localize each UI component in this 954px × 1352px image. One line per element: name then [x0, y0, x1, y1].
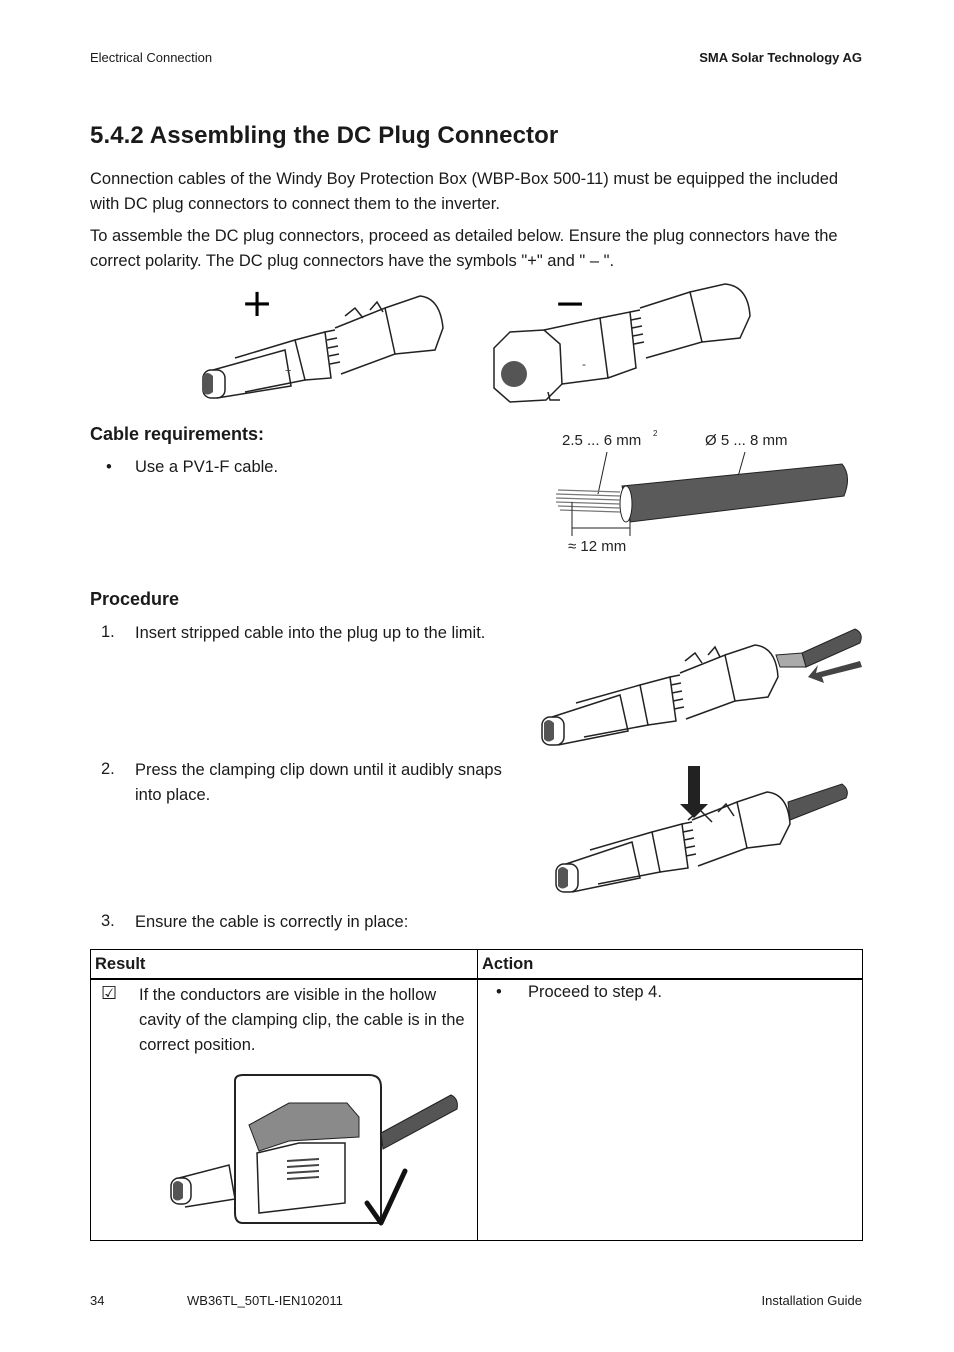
- procedure-heading: Procedure: [90, 589, 180, 609]
- bullet-icon: •: [106, 458, 112, 476]
- document-id: WB36TL_50TL-IEN102011: [187, 1293, 343, 1308]
- svg-text:+: +: [285, 365, 292, 377]
- correct-position-detail-illustration: [169, 1073, 459, 1238]
- action-column-header: Action: [478, 950, 863, 980]
- bullet-icon: •: [496, 983, 502, 1001]
- intro-paragraph-1: Connection cables of the Windy Boy Protection Box (WBP-Box 500-11) must be equipped the included with DC plug connectors to connect them to the inverter.: [90, 170, 839, 213]
- cable-requirements-heading: Cable requirements:: [90, 424, 265, 444]
- running-header-company: SMA Solar Technology AG: [699, 50, 862, 65]
- action-cell: [478, 979, 863, 1241]
- step-1-insert-cable-illustration: [540, 625, 865, 750]
- strip-length-label: ≈ 12 mm: [568, 538, 627, 555]
- result-column-header: Result: [91, 950, 478, 980]
- step-2-press-clip-illustration: [552, 762, 852, 897]
- plus-symbol: +: [241, 281, 273, 325]
- table-row: [91, 979, 863, 1241]
- running-header-section: Electrical Connection: [90, 50, 213, 65]
- step-3-number: 3.: [101, 912, 115, 930]
- cross-section-label: 2.5 ... 6 mm: [562, 432, 642, 449]
- cross-section-superscript: 2: [653, 429, 658, 438]
- section-title: 5.4.2 Assembling the DC Plug Connector: [90, 122, 559, 149]
- step-1-number: 1.: [101, 623, 115, 641]
- checkbox-checked-icon: ☑: [101, 983, 118, 1004]
- plus-connector-illustration: [195, 281, 455, 403]
- footer-guide-title: Installation Guide: [761, 1293, 862, 1308]
- step-1-text: Insert stripped cable into the plug up to the limit.: [135, 624, 486, 642]
- action-text: Proceed to step 4.: [528, 983, 662, 1001]
- diameter-label: Ø 5 ... 8 mm: [705, 432, 788, 449]
- result-action-table: [90, 949, 863, 1241]
- page-number: 34: [90, 1293, 105, 1308]
- result-text: If the conductors are visible in the hollow cavity of the clamping clip, the cable is in the correct position.: [139, 986, 465, 1054]
- step-3-text: Ensure the cable is correctly in place:: [135, 913, 409, 931]
- minus-connector-illustration: [490, 281, 760, 413]
- cable-requirement-item: Use a PV1-F cable.: [135, 458, 279, 476]
- cable-strip-diagram: [552, 424, 862, 564]
- step-2-number: 2.: [101, 760, 115, 778]
- minus-symbol: −: [554, 281, 586, 325]
- result-cell: [91, 979, 478, 1241]
- svg-text:-: -: [582, 357, 586, 371]
- intro-paragraph-2: To assemble the DC plug connectors, proceed as detailed below. Ensure the plug connectors have the correct polarity. The DC plug connectors have the symbols "+" and " – ".: [90, 227, 838, 270]
- step-2-text: Press the clamping clip down until it audibly snaps into place.: [135, 761, 502, 804]
